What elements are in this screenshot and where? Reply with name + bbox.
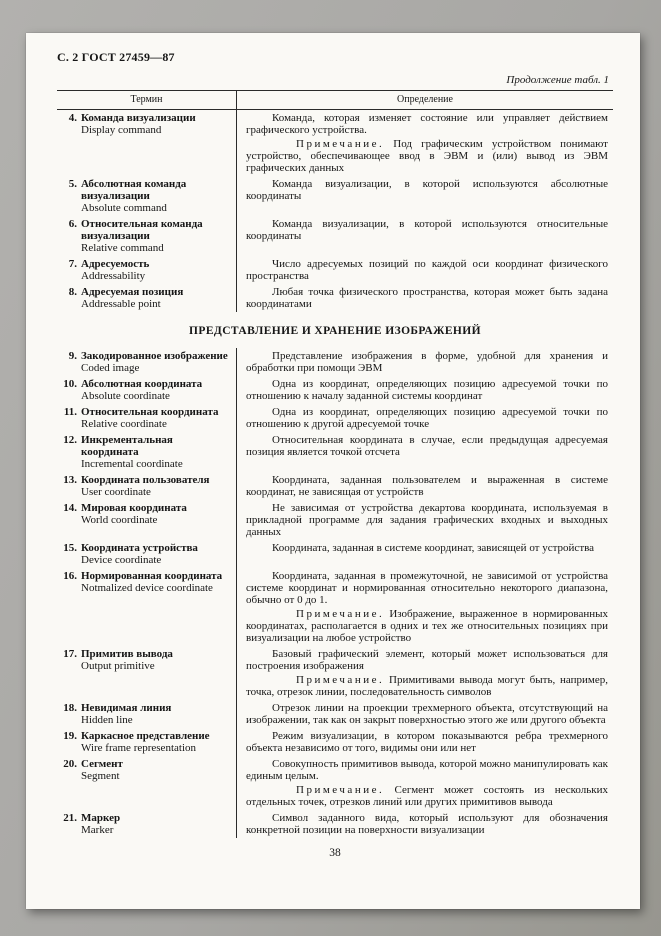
term-cell bbox=[57, 500, 237, 540]
term-russian: Относительная координата bbox=[81, 406, 219, 418]
term-text bbox=[81, 702, 232, 726]
note-paragraph: Примечание. Под графическим устройством понимают устройство, обеспечивающее ввод в ЭВМ и (или) вывод из ЭВМ графических данных bbox=[246, 138, 608, 174]
term-english: World coordinate bbox=[81, 514, 158, 526]
term-cell bbox=[57, 348, 237, 376]
term-russian: Абсолютная координата bbox=[81, 378, 203, 390]
term-cell bbox=[57, 404, 237, 432]
term-text bbox=[81, 350, 232, 374]
term-english: Wire frame representation bbox=[81, 742, 196, 754]
definition-paragraph: Одна из координат, определяющих позицию адресуемой точки по отношению к другой адресуемой точке bbox=[246, 406, 608, 430]
definition-paragraph: Координата, заданная в системе координат, зависящей от устройства bbox=[272, 542, 595, 554]
term-english: Coded image bbox=[81, 362, 140, 374]
definition-cell bbox=[237, 284, 613, 312]
term-russian: Невидимая линия bbox=[81, 702, 172, 714]
term-english: Relative command bbox=[81, 242, 164, 254]
column-header-definition: Определение bbox=[397, 94, 453, 105]
term-flex bbox=[58, 730, 232, 754]
term-english: Notmalized device coordinate bbox=[81, 582, 213, 594]
section-heading: ПРЕДСТАВЛЕНИЕ И ХРАНЕНИЕ ИЗОБРАЖЕНИЙ bbox=[189, 325, 481, 337]
term-cell bbox=[57, 700, 237, 728]
term-russian: Мировая координата bbox=[81, 502, 187, 514]
term-english: Addressable point bbox=[81, 298, 161, 310]
table-row bbox=[57, 756, 613, 810]
term-flex bbox=[58, 648, 232, 672]
term-english: Output primitive bbox=[81, 660, 155, 672]
definition-paragraph: Команда визуализации, в которой используются абсолютные координаты bbox=[246, 178, 608, 202]
table-row bbox=[57, 110, 613, 176]
term-russian: Координата пользователя bbox=[81, 474, 210, 486]
table-row bbox=[57, 810, 613, 838]
definition-cell bbox=[237, 404, 613, 432]
table-row bbox=[57, 216, 613, 256]
term-text bbox=[81, 406, 232, 430]
definition-cell bbox=[237, 432, 613, 472]
term-text bbox=[81, 474, 232, 498]
term-flex bbox=[58, 378, 232, 402]
page-content bbox=[26, 33, 640, 859]
table-row bbox=[57, 404, 613, 432]
term-text bbox=[81, 812, 232, 836]
term-english: User coordinate bbox=[81, 486, 151, 498]
table-row bbox=[57, 376, 613, 404]
term-english: Device coordinate bbox=[81, 554, 162, 566]
page-number: 38 bbox=[329, 847, 341, 859]
definition-paragraph: Любая точка физического пространства, которая может быть задана координатами bbox=[246, 286, 608, 310]
term-flex bbox=[58, 350, 232, 374]
term-cell bbox=[57, 540, 237, 568]
note-paragraph: Примечание. Изображение, выраженное в нормированных координатах, располагается в одних и тех же относительных позициях при визуализации на любое устройство bbox=[246, 608, 608, 644]
term-cell bbox=[57, 216, 237, 256]
term-cell bbox=[57, 376, 237, 404]
definition-paragraph: Режим визуализации, в котором показываются ребра трехмерного объекта независимо от того, видимы они или нет bbox=[246, 730, 608, 754]
term-text bbox=[81, 178, 232, 214]
term-cell bbox=[57, 756, 237, 810]
term-russian: Каркасное представление bbox=[81, 730, 210, 742]
term-english: Incremental coordinate bbox=[81, 458, 183, 470]
definition-paragraph: Совокупность примитивов вывода, которой можно манипулировать как единым целым. bbox=[246, 758, 608, 782]
definition-cell bbox=[237, 110, 613, 176]
term-text bbox=[81, 570, 232, 594]
term-english: Hidden line bbox=[81, 714, 133, 726]
term-number: 13. bbox=[63, 474, 77, 486]
term-text bbox=[81, 258, 232, 282]
definition-cell bbox=[237, 540, 613, 568]
term-flex bbox=[58, 702, 232, 726]
term-cell bbox=[57, 432, 237, 472]
term-number: 19. bbox=[63, 730, 77, 742]
table-row bbox=[57, 284, 613, 312]
table-header-row bbox=[57, 91, 613, 110]
term-flex bbox=[58, 542, 232, 566]
page-header: С. 2 ГОСТ 27459—87 bbox=[57, 50, 175, 64]
term-number: 15. bbox=[63, 542, 77, 554]
term-english: Display command bbox=[81, 124, 162, 136]
term-number: 6. bbox=[68, 218, 77, 230]
table-row bbox=[57, 728, 613, 756]
definition-paragraph: Число адресуемых позиций по каждой оси координат физического пространства bbox=[246, 258, 608, 282]
term-text bbox=[81, 434, 232, 470]
table-row bbox=[57, 472, 613, 500]
term-text bbox=[81, 730, 232, 754]
term-russian: Маркер bbox=[81, 812, 121, 824]
term-number: 17. bbox=[63, 648, 77, 660]
term-flex bbox=[58, 434, 232, 470]
term-russian: Относительная команда визуализации bbox=[81, 218, 203, 242]
note-label: Примечание. bbox=[296, 608, 385, 620]
term-text bbox=[81, 286, 232, 310]
term-cell bbox=[57, 110, 237, 176]
definition-cell bbox=[237, 568, 613, 646]
definition-paragraph: Относительная координата в случае, если предыдущая адресуемая позиция является точкой отсчета bbox=[246, 434, 608, 458]
term-flex bbox=[58, 112, 232, 136]
table-row bbox=[57, 432, 613, 472]
term-english: Addressability bbox=[81, 270, 146, 282]
definition-paragraph: Координата, заданная пользователем и выраженная в системе координат, не зависящая от устройств bbox=[246, 474, 608, 498]
term-number: 10. bbox=[63, 378, 77, 390]
table-body bbox=[57, 110, 613, 838]
term-number: 5. bbox=[68, 178, 77, 190]
document-sheet bbox=[26, 33, 640, 909]
term-cell bbox=[57, 568, 237, 646]
term-cell bbox=[57, 176, 237, 216]
term-cell bbox=[57, 646, 237, 700]
table-row bbox=[57, 700, 613, 728]
term-flex bbox=[58, 474, 232, 498]
note-paragraph: Примечание. Примитивами вывода могут быть, например, точка, отрезок линии, последовательность символов bbox=[246, 674, 608, 698]
term-number: 7. bbox=[68, 258, 77, 270]
term-cell bbox=[57, 256, 237, 284]
definition-paragraph: Команда визуализации, в которой используются относительные координаты bbox=[246, 218, 608, 242]
definition-paragraph: Отрезок линии на проекции трехмерного объекта, отсутствующий на изображении, так как он закрыт поверхностью этого же или другого объекта bbox=[246, 702, 608, 726]
term-russian: Адресуемая позиция bbox=[81, 286, 184, 298]
term-text bbox=[81, 648, 232, 672]
table-row bbox=[57, 540, 613, 568]
table-row bbox=[57, 176, 613, 216]
term-english: Segment bbox=[81, 770, 120, 782]
definition-cell bbox=[237, 810, 613, 838]
term-number: 21. bbox=[63, 812, 77, 824]
definition-cell bbox=[237, 700, 613, 728]
note-label: Примечание. bbox=[296, 784, 385, 796]
note-label: Примечание. bbox=[296, 674, 385, 686]
term-cell bbox=[57, 728, 237, 756]
term-russian: Абсолютная команда визуализации bbox=[81, 178, 187, 202]
term-flex bbox=[58, 178, 232, 214]
term-number: 8. bbox=[68, 286, 77, 298]
term-russian: Примитив вывода bbox=[81, 648, 173, 660]
term-flex bbox=[58, 758, 232, 782]
term-russian: Координата устройства bbox=[81, 542, 198, 554]
definition-cell bbox=[237, 216, 613, 256]
term-number: 16. bbox=[63, 570, 77, 582]
definition-cell bbox=[237, 256, 613, 284]
term-english: Marker bbox=[81, 824, 114, 836]
definition-cell bbox=[237, 472, 613, 500]
term-number: 12. bbox=[63, 434, 77, 446]
term-text bbox=[81, 758, 232, 782]
term-flex bbox=[58, 218, 232, 254]
term-russian: Инкрементальная координата bbox=[81, 434, 173, 458]
term-text bbox=[81, 378, 232, 402]
table-row bbox=[57, 500, 613, 540]
term-text bbox=[81, 218, 232, 254]
term-english: Absolute command bbox=[81, 202, 167, 214]
term-number: 4. bbox=[68, 112, 77, 124]
term-text bbox=[81, 542, 232, 566]
table-caption: Продолжение табл. 1 bbox=[506, 74, 609, 86]
term-english: Relative coordinate bbox=[81, 418, 167, 430]
term-cell bbox=[57, 472, 237, 500]
term-russian: Закодированное изображение bbox=[81, 350, 228, 362]
term-number: 11. bbox=[63, 406, 77, 418]
definition-paragraph: Координата, заданная в промежуточной, не зависимой от устройства системе координат и нормированная относительно некоторого диапазона, обычно от 0 до 1. bbox=[246, 570, 608, 606]
definition-cell bbox=[237, 646, 613, 700]
note-paragraph: Примечание. Сегмент может состоять из нескольких отдельных точек, отрезков линий или других примитивов вывода bbox=[246, 784, 608, 808]
definition-paragraph: Базовый графический элемент, который может использоваться для построения изображения bbox=[246, 648, 608, 672]
terms-table bbox=[57, 90, 613, 838]
term-flex bbox=[58, 812, 232, 836]
column-header-term: Термин bbox=[57, 91, 237, 109]
term-number: 9. bbox=[68, 350, 77, 362]
definition-cell bbox=[237, 728, 613, 756]
definition-cell bbox=[237, 756, 613, 810]
term-flex bbox=[58, 406, 232, 430]
definition-cell bbox=[237, 376, 613, 404]
term-flex bbox=[58, 286, 232, 310]
definition-paragraph: Не зависимая от устройства декартова координата, используемая в прикладной программе для задания графических входных и выходных данных bbox=[246, 502, 608, 538]
term-english: Absolute coordinate bbox=[81, 390, 170, 402]
term-text bbox=[81, 112, 232, 136]
definition-cell bbox=[237, 500, 613, 540]
term-cell bbox=[57, 810, 237, 838]
term-flex bbox=[58, 570, 232, 594]
note-label: Примечание. bbox=[296, 138, 385, 150]
definition-paragraph: Символ заданного вида, который используют для обозначения конкретной позиции на поверхности визуализации bbox=[246, 812, 608, 836]
term-flex bbox=[58, 258, 232, 282]
term-russian: Сегмент bbox=[81, 758, 123, 770]
table-row bbox=[57, 568, 613, 646]
term-russian: Адресуемость bbox=[81, 258, 150, 270]
definition-cell bbox=[237, 348, 613, 376]
definition-cell bbox=[237, 176, 613, 216]
table-row bbox=[57, 348, 613, 376]
definition-paragraph: Представление изображения в форме, удобной для хранения и обработки при помощи ЭВМ bbox=[246, 350, 608, 374]
table-row bbox=[57, 646, 613, 700]
term-number: 18. bbox=[63, 702, 77, 714]
term-text bbox=[81, 502, 232, 526]
table-row bbox=[57, 256, 613, 284]
term-russian: Команда визуализации bbox=[81, 112, 196, 124]
term-number: 14. bbox=[63, 502, 77, 514]
term-russian: Нормированная координата bbox=[81, 570, 223, 582]
term-flex bbox=[58, 502, 232, 526]
term-cell bbox=[57, 284, 237, 312]
definition-paragraph: Команда, которая изменяет состояние или управляет действием графического устройства. bbox=[246, 112, 608, 136]
definition-paragraph: Одна из координат, определяющих позицию адресуемой точки по отношению к началу заданной системы координат bbox=[246, 378, 608, 402]
term-number: 20. bbox=[63, 758, 77, 770]
